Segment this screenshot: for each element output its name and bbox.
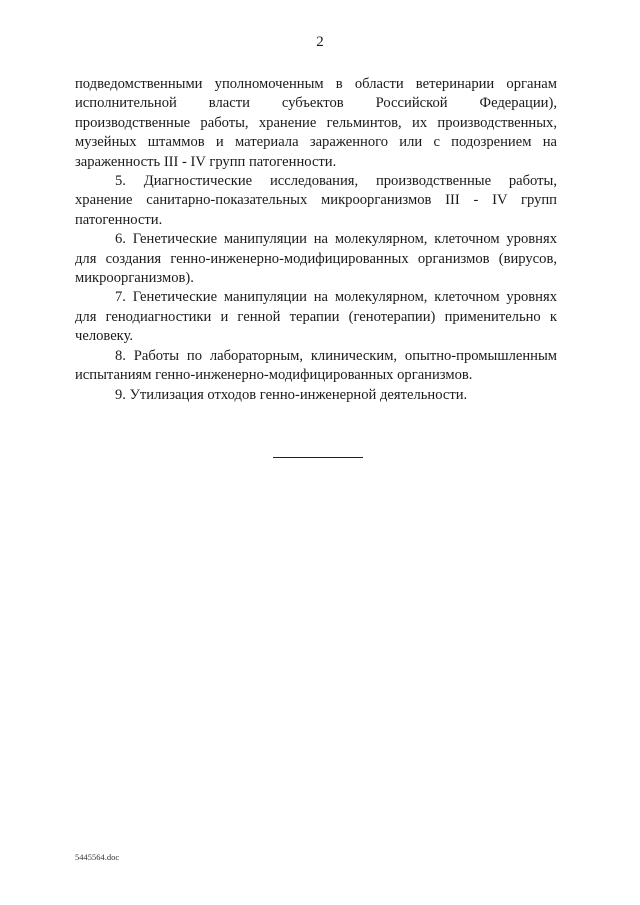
end-divider-line [273, 457, 363, 458]
list-item-6: 6. Генетические манипуляции на молекулярном, клеточном уровнях для создания генно-инженерно-модифицированных организмов (вирусов, микроорганизмов). [75, 231, 557, 287]
paragraph-continuation: подведомственными уполномоченным в области ветеринарии органам исполнительной власти субъектов Российской Федерации), производственные работы, хранение гельминтов, их производственных, музейных штаммов и материала зараженного или с подозрением на зараженность III - IV групп патогенности. [75, 76, 557, 170]
list-item-5: 5. Диагностические исследования, производственные работы, хранение санитарно-показательных микроорганизмов III - IV групп патогенности. [75, 173, 557, 228]
list-item-8: 8. Работы по лабораторным, клиническим, опытно-промышленным испытаниям генно-инженерно-модифицированных организмов. [75, 347, 557, 384]
list-item-9: 9. Утилизация отходов генно-инженерной деятельности. [115, 386, 468, 403]
page-number: 2 [316, 34, 324, 50]
document-body [75, 75, 557, 405]
list-item-7: 7. Генетические манипуляции на молекулярном, клеточном уровнях для генодиагностики и генной терапии (генотерапии) применительно к человеку. [75, 289, 557, 345]
footer-filename: 5445564.doc [75, 852, 120, 862]
